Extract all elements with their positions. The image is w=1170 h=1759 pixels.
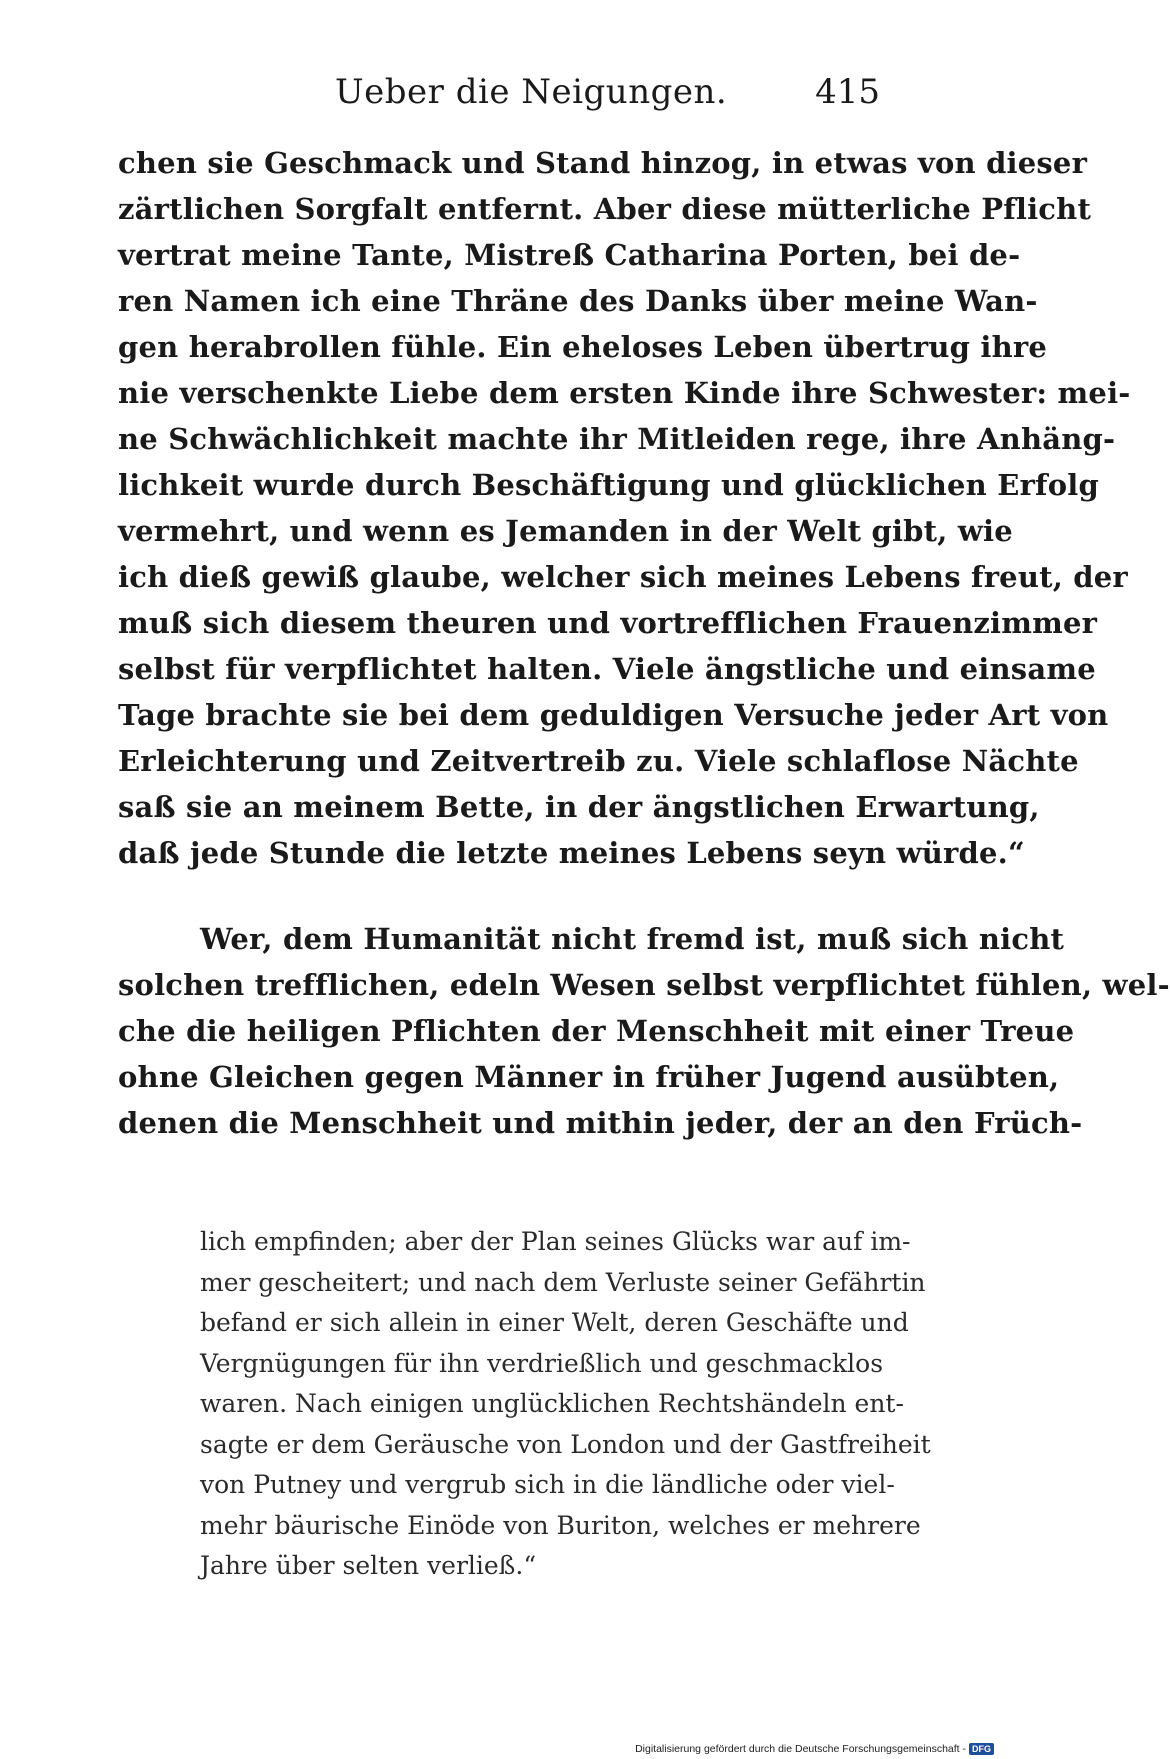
text-line: chen sie Geschmack und Stand hinzog, in etwas von dieser bbox=[118, 146, 1088, 180]
footnote-line: sagte er dem Geräusche von London und der Gastfreiheit bbox=[200, 1429, 931, 1459]
text-line: denen die Menschheit und mithin jeder, der an den Früch- bbox=[118, 1106, 1083, 1140]
footnote-line: befand er sich allein in einer Welt, deren Geschäfte und bbox=[200, 1308, 909, 1337]
text-line: nie verschenkte Liebe dem ersten Kinde ihre Schwester: mei- bbox=[118, 376, 1131, 410]
text-line: Erleichterung und Zeitvertreib zu. Viele schlaflose Nächte bbox=[118, 744, 1079, 778]
dfg-logo: DFG bbox=[969, 1743, 994, 1755]
text-line: zärtlichen Sorgfalt entfernt. Aber diese mütterliche Pflicht bbox=[118, 192, 1092, 226]
text-line: vermehrt, und wenn es Jemanden in der Welt gibt, wie bbox=[118, 514, 1013, 548]
text-line: muß sich diesem theuren und vortrefflichen Frauenzimmer bbox=[118, 606, 1098, 640]
footnote-line: lich empfinden; aber der Plan seines Glücks war auf im- bbox=[200, 1227, 911, 1256]
text-line: ne Schwächlichkeit machte ihr Mitleiden rege, ihre Anhäng- bbox=[118, 422, 1116, 456]
text-line: daß jede Stunde die letzte meines Lebens seyn würde.“ bbox=[118, 836, 1025, 870]
footnote-line: mehr bäurische Einöde von Buriton, welches er mehrere bbox=[200, 1510, 921, 1540]
text-line: che die heiligen Pflichten der Menschheit mit einer Treue bbox=[118, 1014, 1075, 1048]
text-line: saß sie an meinem Bette, in der ängstlichen Erwartung, bbox=[118, 790, 1040, 824]
text-line: Wer, dem Humanität nicht fremd ist, muß sich nicht bbox=[200, 922, 1065, 956]
text-line: vertrat meine Tante, Mistreß Catharina Porten, bei de- bbox=[118, 238, 1021, 272]
footnote-line: Vergnügungen für ihn verdrießlich und geschmacklos bbox=[200, 1348, 884, 1378]
text-line: ohne Gleichen gegen Männer in früher Jugend ausübten, bbox=[118, 1060, 1060, 1094]
text-line: ren Namen ich eine Thräne des Danks über meine Wan- bbox=[118, 284, 1038, 318]
text-line: lichkeit wurde durch Beschäftigung und glücklichen Erfolg bbox=[118, 468, 1099, 502]
footnote-line: mer gescheitert; und nach dem Verluste seiner Gefährtin bbox=[200, 1267, 926, 1297]
credit-text: Digitalisierung gefördert durch die Deutsche Forschungsgemeinschaft - bbox=[635, 1743, 966, 1755]
running-title: Ueber die Neigungen. bbox=[335, 72, 728, 112]
text-line: ich dieß gewiß glaube, welcher sich meines Lebens freut, der bbox=[118, 560, 1128, 594]
text-line: solchen trefflichen, edeln Wesen selbst verpflichtet fühlen, wel- bbox=[118, 968, 1170, 1002]
paragraph-2 bbox=[118, 916, 1170, 1146]
text-line: selbst für verpflichtet halten. Viele ängstliche und einsame bbox=[118, 652, 1096, 686]
text-line: gen herabrollen fühle. Ein eheloses Leben übertrug ihre bbox=[118, 330, 1048, 364]
footnote-line: Jahre über selten verließ.“ bbox=[200, 1551, 537, 1580]
page-number: 415 bbox=[815, 72, 880, 112]
footnote-line: waren. Nach einigen unglücklichen Rechtshändeln ent- bbox=[200, 1389, 904, 1418]
paragraph-1 bbox=[118, 140, 1131, 876]
digitization-credit bbox=[635, 1743, 994, 1755]
text-line: Tage brachte sie bei dem geduldigen Versuche jeder Art von bbox=[118, 698, 1109, 732]
page-header bbox=[120, 72, 880, 122]
footnote-line: von Putney und vergrub sich in die ländliche oder viel- bbox=[200, 1470, 895, 1499]
footnote bbox=[200, 1222, 931, 1587]
